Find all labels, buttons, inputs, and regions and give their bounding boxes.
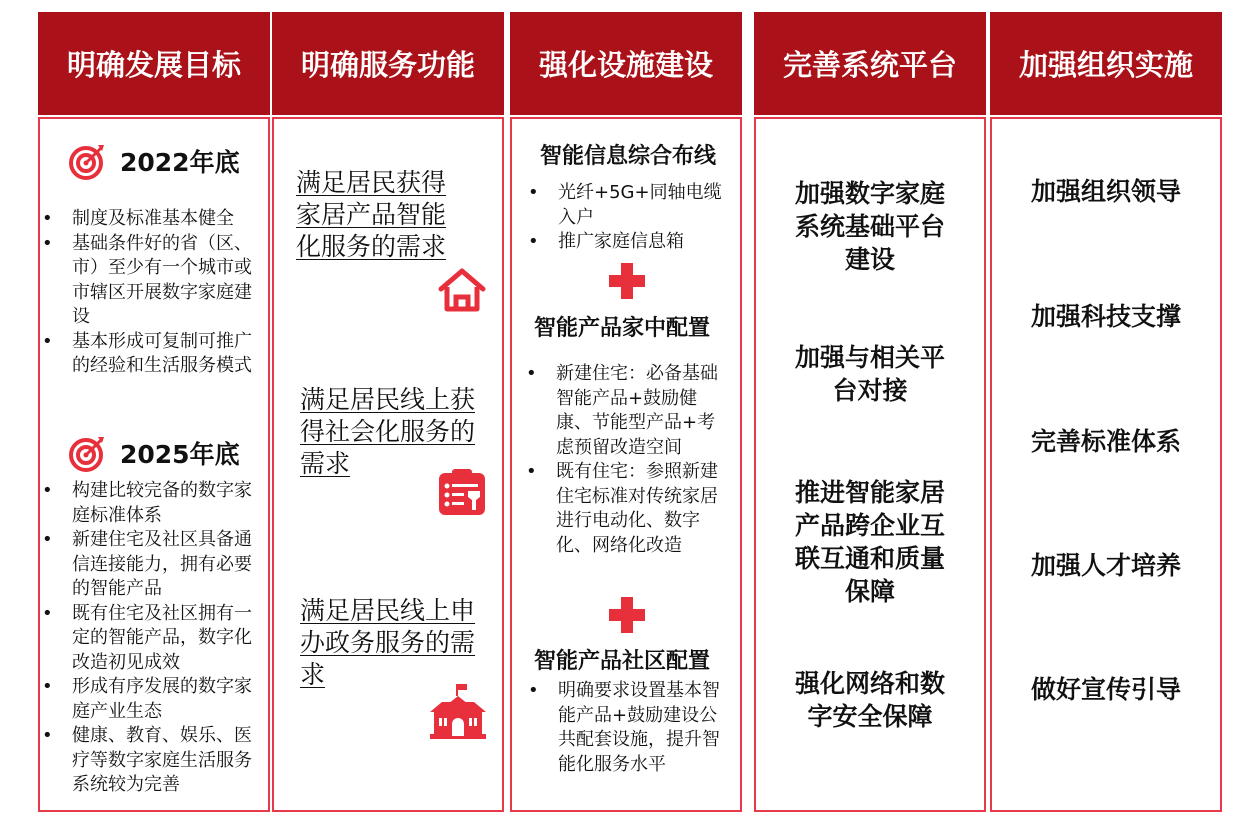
goal-year-2022: 2022年底 bbox=[68, 141, 240, 181]
section-list bbox=[526, 181, 726, 255]
organization-item: 加强组织领导 bbox=[1030, 177, 1181, 206]
organization-item: 做好宣传引导 bbox=[1030, 675, 1181, 704]
column-header: 完善系统平台 bbox=[754, 12, 986, 115]
platform-item: 推进智能家居产品跨企业互联互通和质量保障 bbox=[794, 478, 945, 606]
service-item: 满足居民获得家居产品智能化服务的需求 bbox=[296, 168, 447, 261]
column-body bbox=[754, 117, 986, 812]
column-organization bbox=[990, 12, 1222, 812]
organization-item: 加强科技支撑 bbox=[1030, 302, 1181, 331]
service-item: 满足居民线上获得社会化服务的需求 bbox=[300, 385, 476, 478]
target-icon bbox=[68, 433, 108, 473]
organization-item: 加强人才培养 bbox=[1030, 551, 1181, 580]
column-header: 强化设施建设 bbox=[510, 12, 742, 115]
goal-year-2025: 2025年底 bbox=[68, 433, 240, 473]
house-icon bbox=[436, 267, 488, 313]
plus-icon bbox=[609, 263, 645, 299]
column-service-functions bbox=[272, 12, 504, 812]
service-item: 满足居民线上申办政务服务的需求 bbox=[300, 596, 476, 689]
platform-item: 加强与相关平台对接 bbox=[794, 343, 945, 405]
list-item: • 健康、教育、娱乐、医疗等数字家庭生活服务系统较为完善 bbox=[40, 724, 268, 798]
column-body bbox=[38, 117, 270, 812]
section-heading: 智能产品家中配置 bbox=[533, 316, 710, 341]
section-list bbox=[524, 362, 728, 558]
list-item: • 新建住宅：必备基础智能产品+鼓励健康、节能型产品+考虑预留改造空间 bbox=[524, 362, 728, 460]
list-item: • 基本形成可复制可推广的经验和生活服务模式 bbox=[40, 330, 268, 379]
service-clipboard-icon bbox=[438, 469, 486, 515]
list-item: • 既有住宅及社区拥有一定的智能产品，数字化改造初见成效 bbox=[40, 602, 268, 676]
target-icon bbox=[68, 141, 108, 181]
goal-list-2025 bbox=[40, 479, 268, 798]
column-body bbox=[510, 117, 742, 812]
column-body bbox=[272, 117, 504, 812]
organization-item: 完善标准体系 bbox=[1030, 427, 1181, 456]
list-item: • 制度及标准基本健全 bbox=[40, 207, 268, 232]
column-header: 明确发展目标 bbox=[38, 12, 270, 115]
column-development-goals bbox=[38, 12, 270, 812]
list-item: • 推广家庭信息箱 bbox=[526, 230, 726, 255]
government-building-icon bbox=[428, 682, 488, 740]
platform-item: 加强数字家庭系统基础平台建设 bbox=[794, 179, 945, 274]
section-heading: 智能信息综合布线 bbox=[539, 144, 716, 169]
list-item: • 基础条件好的省（区、市）至少有一个城市或市辖区开展数字家庭建设 bbox=[40, 232, 268, 330]
list-item: • 新建住宅及社区具备通信连接能力，拥有必要的智能产品 bbox=[40, 528, 268, 602]
platform-item: 强化网络和数字安全保障 bbox=[794, 669, 945, 731]
section-heading: 智能产品社区配置 bbox=[533, 649, 710, 674]
column-body bbox=[990, 117, 1222, 812]
list-item: • 形成有序发展的数字家庭产业生态 bbox=[40, 675, 268, 724]
section-list bbox=[526, 679, 730, 777]
column-infrastructure bbox=[510, 12, 742, 812]
column-header: 加强组织实施 bbox=[990, 12, 1222, 115]
list-item: • 构建比较完备的数字家庭标准体系 bbox=[40, 479, 268, 528]
list-item: • 明确要求设置基本智能产品+鼓励建设公共配套设施，提升智能化服务水平 bbox=[526, 679, 730, 777]
plus-icon bbox=[609, 597, 645, 633]
goal-list-2022 bbox=[40, 207, 268, 379]
list-item: • 光纤+5G+同轴电缆入户 bbox=[526, 181, 726, 230]
column-header: 明确服务功能 bbox=[272, 12, 504, 115]
list-item: • 既有住宅：参照新建住宅标准对传统家居进行电动化、数字化、网络化改造 bbox=[524, 460, 728, 558]
column-system-platform bbox=[754, 12, 986, 812]
